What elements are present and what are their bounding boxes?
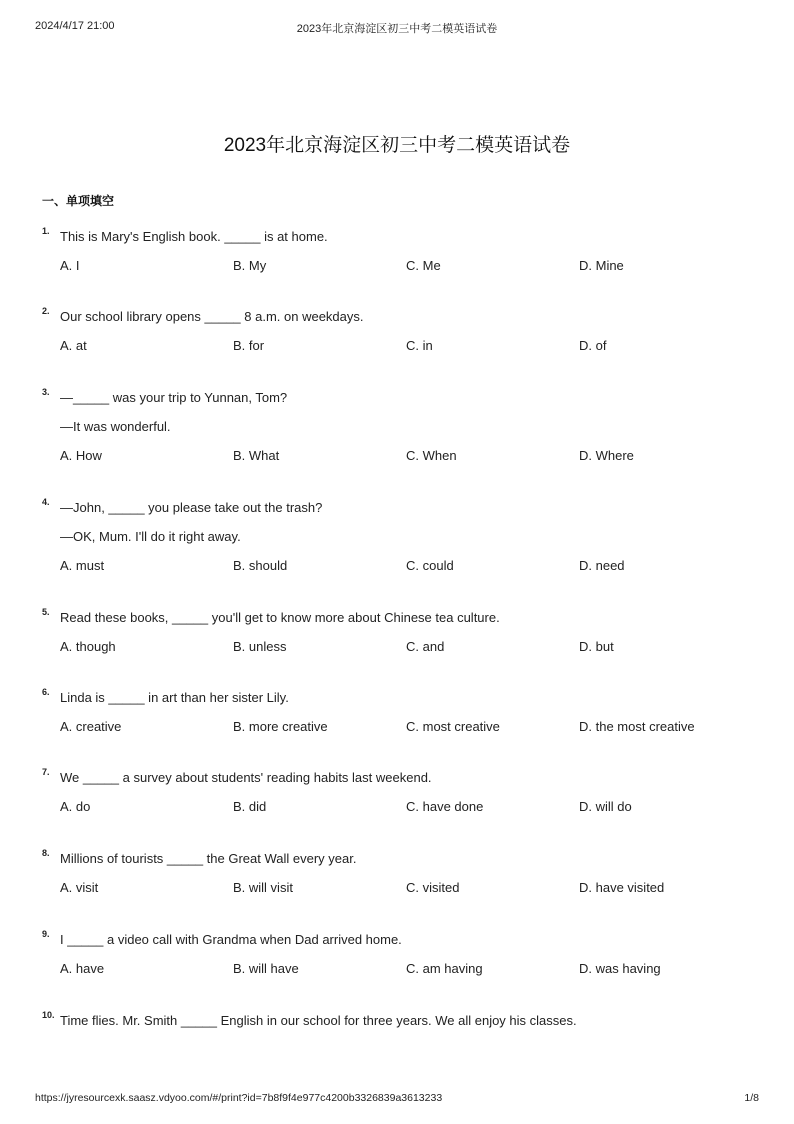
answer-option: C. and — [406, 639, 445, 654]
answer-option: A. do — [60, 799, 91, 814]
footer-url: https://jyresourcexk.saasz.vdyoo.com/#/print?id=7b8f9f4e977c4200b3326839a3613233 — [35, 1092, 443, 1104]
answer-option: B. should — [233, 558, 288, 573]
answer-option: C. When — [406, 448, 457, 463]
question-number: 10. — [42, 1010, 55, 1020]
answer-option: B. for — [233, 338, 265, 353]
answer-option: C. visited — [406, 880, 460, 895]
document-title: 2023年北京海淀区初三中考二模英语试卷 — [223, 135, 571, 156]
answer-option: A. How — [60, 448, 102, 463]
question-text: We _____ a survey about students' reading habits last weekend. — [60, 770, 432, 785]
answer-option: A. have — [60, 961, 105, 976]
answer-option: D. have visited — [579, 880, 665, 895]
question-text: Time flies. Mr. Smith _____ English in our school for three years. We all enjoy his classes. — [60, 1013, 577, 1028]
question-text: This is Mary's English book. _____ is at home. — [60, 229, 328, 244]
answer-option: D. need — [579, 558, 625, 573]
question-text: I _____ a video call with Grandma when Dad arrived home. — [60, 932, 402, 947]
question-number: 1. — [42, 226, 50, 236]
answer-option: D. Where — [579, 448, 634, 463]
answer-option: B. unless — [233, 639, 287, 654]
question-text: —OK, Mum. I'll do it right away. — [60, 529, 241, 544]
answer-option: B. will visit — [233, 880, 293, 895]
answer-option: D. Mine — [579, 258, 624, 273]
answer-option: A. visit — [60, 880, 99, 895]
question-number: 5. — [42, 607, 50, 617]
answer-option: B. My — [233, 258, 267, 273]
question-text: —It was wonderful. — [60, 419, 171, 434]
print-header-title: 2023年北京海淀区初三中考二模英语试卷 — [296, 23, 498, 35]
answer-option: C. have done — [406, 799, 484, 814]
question-number: 7. — [42, 767, 50, 777]
answer-option: A. at — [60, 338, 87, 353]
answer-option: B. more creative — [233, 719, 328, 734]
question-number: 6. — [42, 687, 50, 697]
question-number: 3. — [42, 387, 50, 397]
answer-option: D. the most creative — [579, 719, 695, 734]
answer-option: A. must — [60, 558, 105, 573]
answer-option: A. though — [60, 639, 116, 654]
question-number: 4. — [42, 497, 50, 507]
page-number: 1/8 — [744, 1092, 759, 1104]
answer-option: A. I — [60, 258, 80, 273]
answer-option: C. am having — [406, 961, 483, 976]
question-text: —_____ was your trip to Yunnan, Tom? — [60, 390, 288, 405]
answer-option: D. but — [579, 639, 614, 654]
section-title: 一、单项填空 — [42, 194, 115, 208]
question-text: Read these books, _____ you'll get to know more about Chinese tea culture. — [60, 610, 500, 625]
answer-option: C. Me — [406, 258, 441, 273]
question-number: 9. — [42, 929, 50, 939]
answer-option: D. was having — [579, 961, 661, 976]
answer-option: A. creative — [60, 719, 122, 734]
answer-option: D. of — [579, 338, 607, 353]
question-number: 8. — [42, 848, 50, 858]
question-text: Millions of tourists _____ the Great Wall every year. — [60, 851, 357, 866]
answer-option: C. could — [406, 558, 454, 573]
question-text: Linda is _____ in art than her sister Lily. — [60, 690, 289, 705]
answer-option: B. will have — [233, 961, 299, 976]
answer-option: B. What — [233, 448, 280, 463]
question-text: —John, _____ you please take out the trash? — [60, 500, 323, 515]
answer-option: D. will do — [579, 799, 632, 814]
answer-option: C. in — [406, 338, 433, 353]
answer-option: B. did — [233, 799, 267, 814]
print-datetime: 2024/4/17 21:00 — [35, 20, 115, 32]
answer-option: C. most creative — [406, 719, 500, 734]
question-number: 2. — [42, 306, 50, 316]
question-text: Our school library opens _____ 8 a.m. on weekdays. — [60, 309, 364, 324]
